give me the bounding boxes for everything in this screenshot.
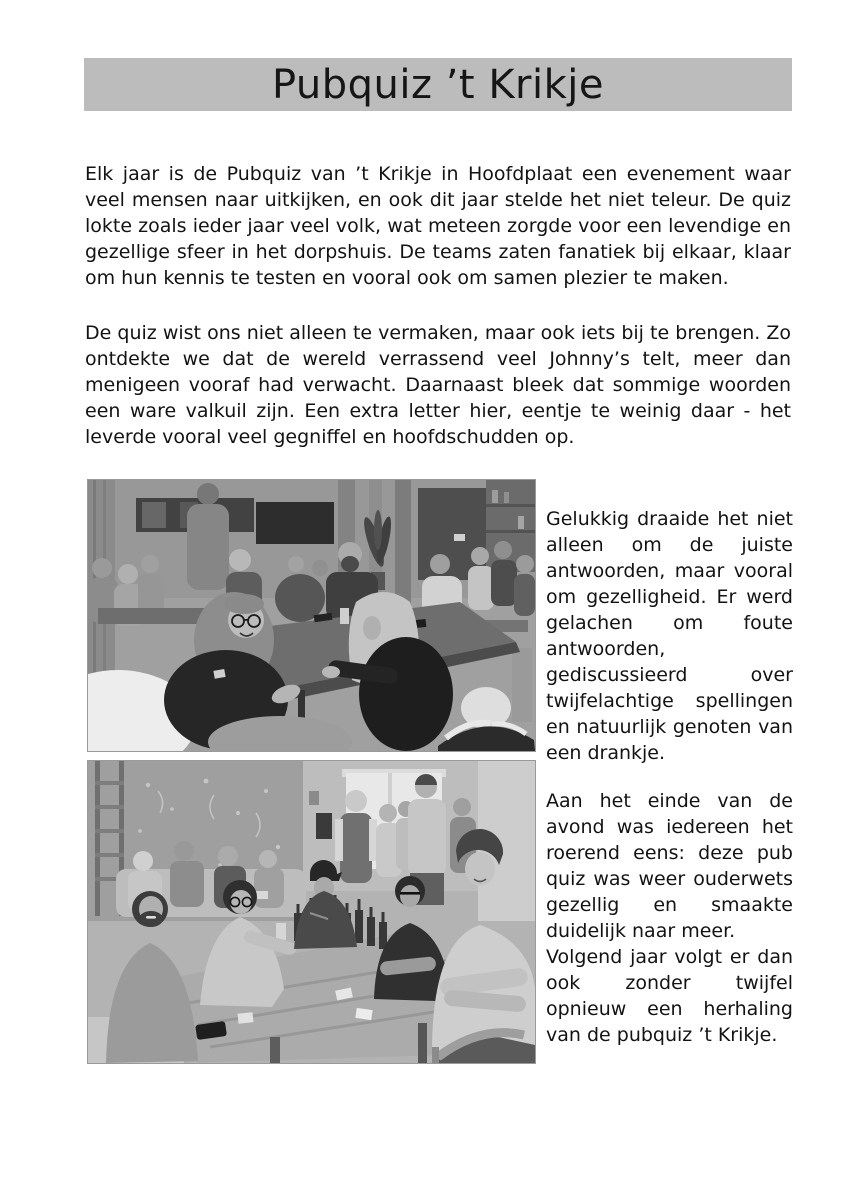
sidebar-paragraph-2-part-2: Volgend jaar volgt er dan ook zonder twijfel opnieuw een herhaling van de pubquiz ’t Krikje.	[546, 946, 793, 1046]
page-title: Pubquiz ’t Krikje	[271, 61, 604, 108]
title-banner	[84, 58, 792, 111]
sidebar-paragraph-2	[546, 788, 793, 1048]
photo2-illustration	[88, 761, 535, 1063]
photo-quiz-evening-1	[87, 479, 536, 752]
second-paragraph: De quiz wist ons niet alleen te vermaken, maar ook iets bij te brengen. Zo ontdekte we dat de wereld verrassend veel Johnny’s telt, meer dan menigeen vooraf had verwacht. Daarnaast bleek dat sommige woorden een ware valkuil zijn. Een extra letter hier, eentje te weinig daar - het leverde vooral veel gegniffel en hoofdschudden op.	[85, 322, 791, 448]
photo1-illustration	[88, 480, 535, 751]
sidebar-paragraph-1: Gelukkig draaide het niet alleen om de juiste antwoorden, maar vooral om gezelligheid. Er werd gelachen om foute antwoorden, gediscussieerd over twijfelachtige spellingen en natuurlijk genoten van een drankje.	[546, 508, 793, 764]
photo-quiz-evening-2	[87, 760, 536, 1064]
intro-paragraph: Elk jaar is de Pubquiz van ’t Krikje in Hoofdplaat een evenement waar veel mensen naar uitkijken, en ook dit jaar stelde het niet teleur. De quiz lokte zoals ieder jaar veel volk, wat meteen zorgde voor een levendige en gezellige sfeer in het dorpshuis. De teams zaten fanatiek bij elkaar, klaar om hun kennis te testen en vooral ook om samen plezier te maken.	[85, 163, 791, 289]
sidebar-paragraph-2-part-1: Aan het einde van de avond was iedereen het roerend eens: deze pub quiz was weer ouderwets gezellig en smaakte duidelijk naar meer.	[546, 790, 793, 942]
